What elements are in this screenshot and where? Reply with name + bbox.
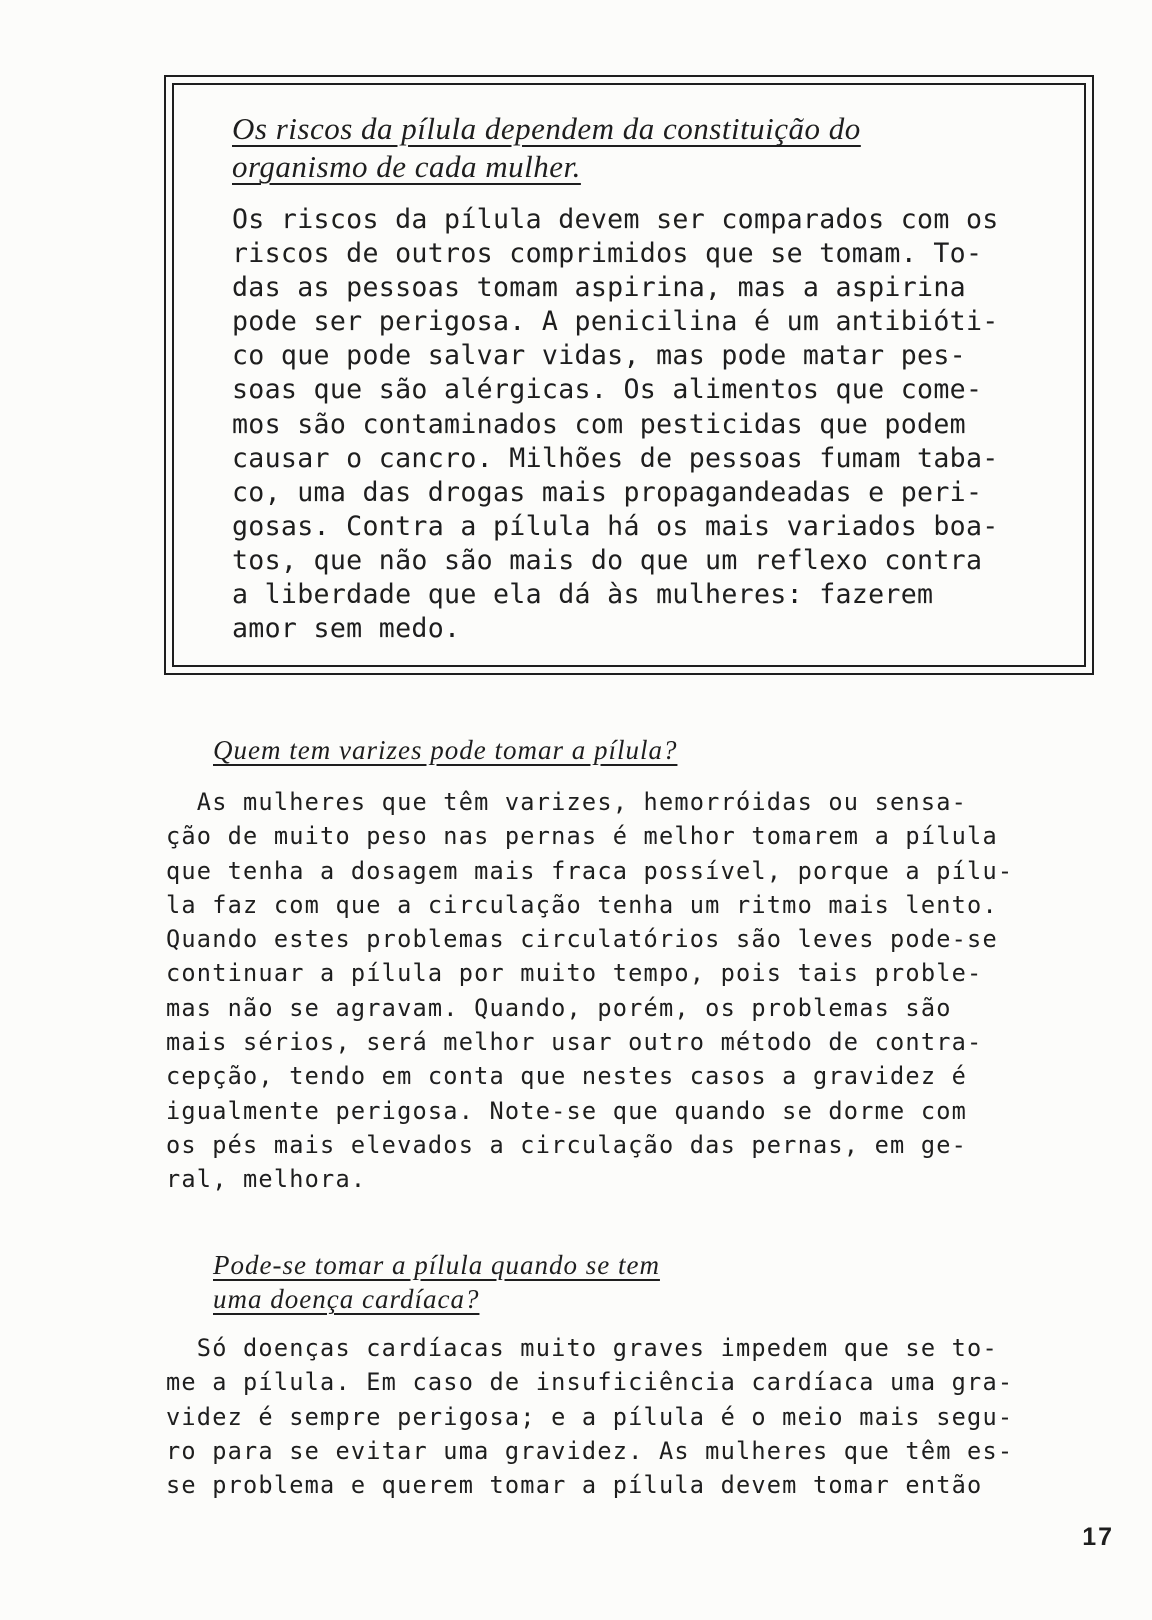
page-number: 17 [1082, 1523, 1114, 1551]
text-line: das as pessoas tomam aspirina, mas a aspirina [232, 272, 966, 304]
text-line: co, uma das drogas mais propagandeadas e peri- [232, 476, 983, 508]
text-line: co que pode salvar vidas, mas pode matar pes- [232, 340, 966, 372]
text-line: riscos de outros comprimidos que se tomam. To- [232, 238, 983, 270]
text-line: continuar a pílula por muito tempo, pois tais proble- [166, 959, 983, 988]
text-line: gosas. Contra a pílula há os mais variados boa- [232, 510, 999, 542]
section-heading-varizes [213, 733, 913, 767]
box-paragraph [232, 203, 1042, 646]
section-heading-doenca-cardiaca [213, 1248, 893, 1316]
text-line: os pés mais elevados a circulação das pernas, em ge- [166, 1130, 968, 1159]
text-line: causar o cancro. Milhões de pessoas fumam taba- [232, 442, 999, 474]
text-line: que tenha a dosagem mais fraca possível, porque a pílu- [166, 856, 1014, 885]
section-heading-line: Quem tem varizes pode tomar a pílula? [213, 735, 678, 765]
box-heading-line: Os riscos da pílula dependem da constituição do [232, 111, 861, 146]
text-line: soas que são alérgicas. Os alimentos que come- [232, 374, 983, 406]
text-line: ro para se evitar uma gravidez. As mulheres que têm es- [166, 1436, 1014, 1465]
text-line: se problema e querem tomar a pílula devem tomar então [166, 1471, 983, 1500]
text-line: amor sem medo. [232, 613, 461, 645]
box-heading [232, 110, 1037, 186]
text-line: la faz com que a circulação tenha um ritmo mais lento. [166, 890, 998, 919]
text-line: pode ser perigosa. A penicilina é um antibióti- [232, 306, 999, 338]
section-paragraph-doenca-cardiaca [166, 1331, 1096, 1502]
text-line: As mulheres que têm varizes, hemorróidas ou sensa- [166, 788, 968, 816]
text-line: Só doenças cardíacas muito graves impedem que se to- [166, 1334, 998, 1362]
text-line: tos, que não são mais do que um reflexo contra [232, 544, 983, 576]
text-line: cepção, tendo em conta que nestes casos a gravidez é [166, 1062, 968, 1091]
text-line: igualmente perigosa. Note-se que quando se dorme com [166, 1096, 968, 1125]
text-line: Os riscos da pílula devem ser comparados com os [232, 204, 999, 235]
box-heading-line: organismo de cada mulher. [232, 149, 581, 184]
section-heading-line: Pode-se tomar a pílula quando se tem [213, 1250, 660, 1280]
text-line: Quando estes problemas circulatórios são leves pode-se [166, 925, 998, 954]
text-line: a liberdade que ela dá às mulheres: fazerem [232, 579, 934, 611]
text-line: ral, melhora. [166, 1165, 367, 1194]
section-heading-line: uma doença cardíaca? [213, 1284, 480, 1314]
section-paragraph-varizes [166, 785, 1096, 1197]
text-line: mos são contaminados com pesticidas que podem [232, 408, 966, 440]
text-line: ção de muito peso nas pernas é melhor tomarem a pílula [166, 822, 998, 851]
text-line: videz é sempre perigosa; e a pílula é o meio mais segu- [166, 1402, 1014, 1431]
text-line: mais sérios, será melhor usar outro método de contra- [166, 1028, 983, 1057]
text-line: mas não se agravam. Quando, porém, os problemas são [166, 993, 952, 1022]
text-line: me a pílula. Em caso de insuficiência cardíaca uma gra- [166, 1368, 1014, 1397]
